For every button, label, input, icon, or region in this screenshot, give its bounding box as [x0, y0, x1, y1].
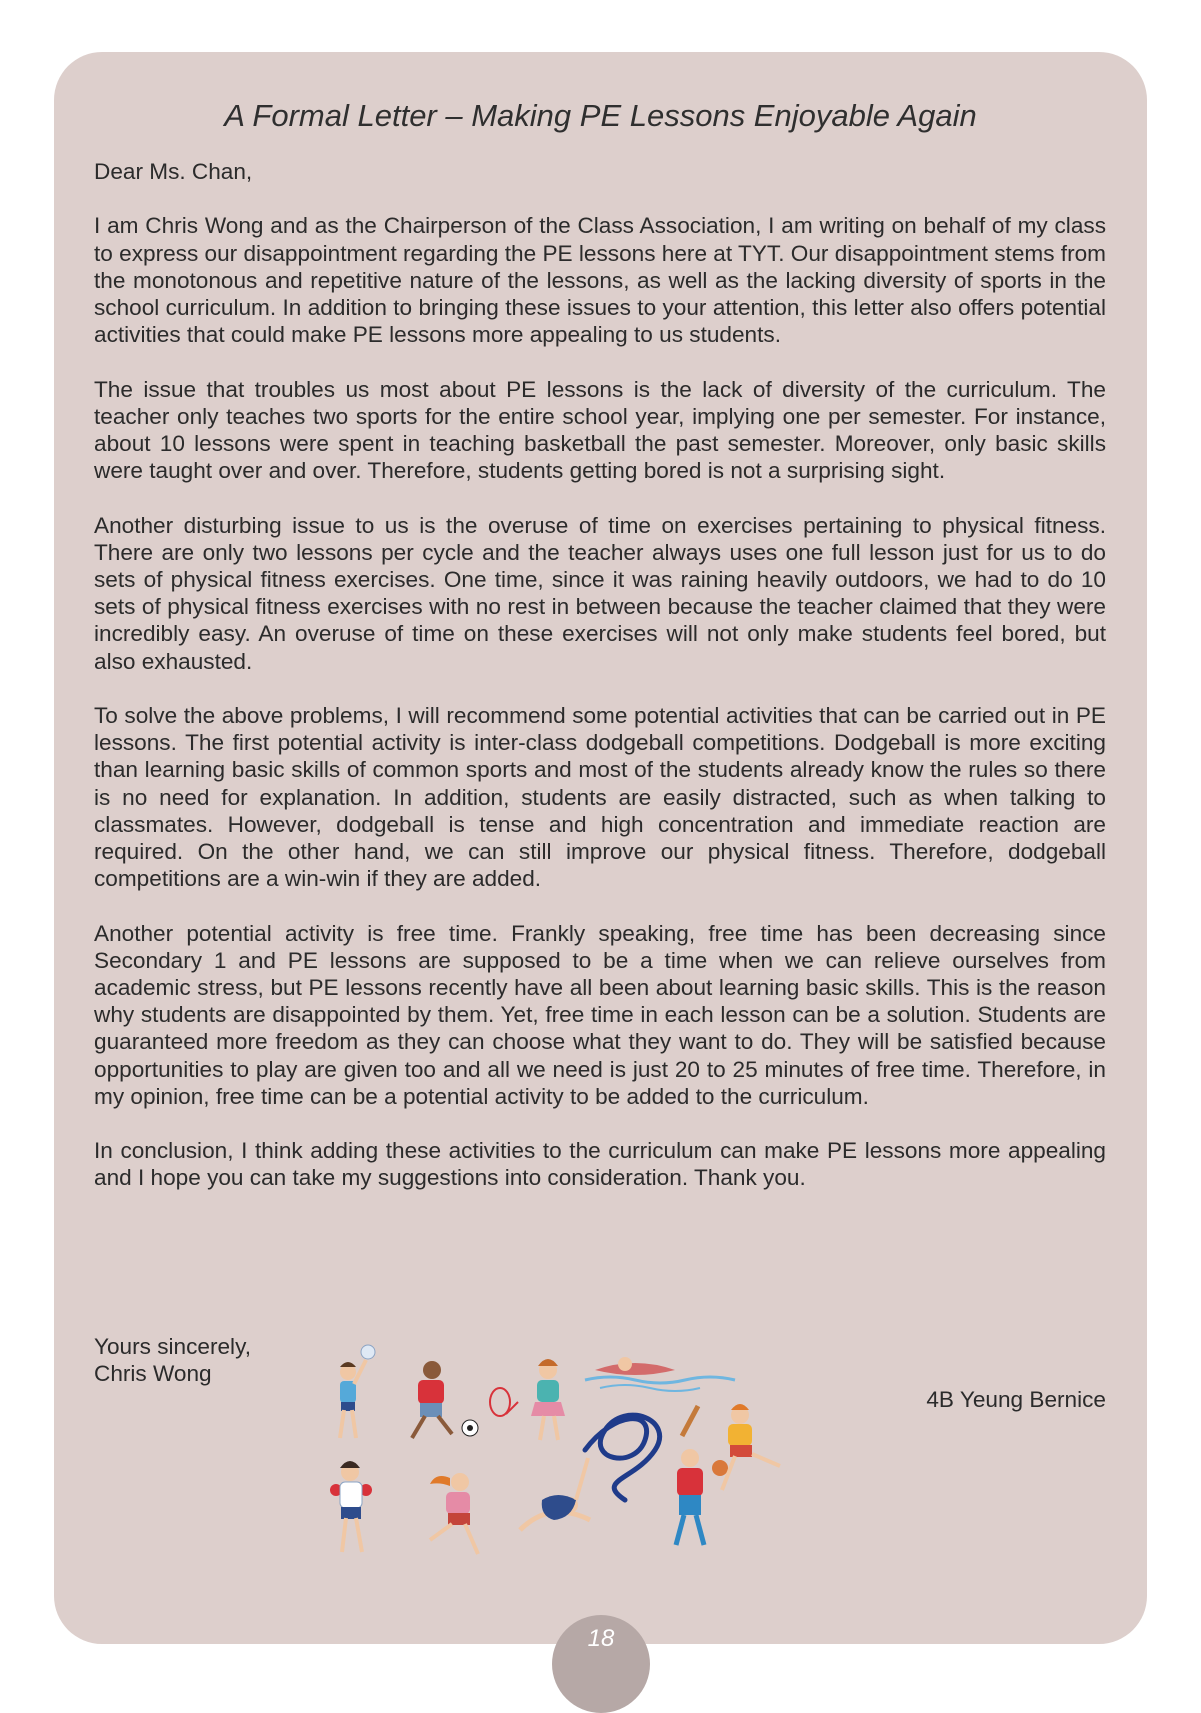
paragraph-dodgeball: To solve the above problems, I will recommend some potential activities that can be carried out in PE lessons. The first potential activity is inter-class dodgeball competitions. Dodgeball is more exciting than learning basic skills of common sports and most of the students already know the rules so there is no need for explanation. In addition, students are easily distracted, such as when talking to classmates. However, dodgeball is tense and high concentration and immediate reaction are required. On the other hand, we can still improve our physical fitness. Therefore, dodgeball competitions are a win-win if they are added.: [94, 703, 1106, 892]
ribbon-figure: [585, 1415, 660, 1500]
swimmer-figure: [585, 1357, 735, 1391]
signature-name: Chris Wong: [94, 1361, 212, 1387]
letter-body: [94, 158, 1106, 1219]
closing-phrase: Yours sincerely,: [94, 1334, 251, 1359]
baseball-kid-figure: [676, 1406, 704, 1545]
basketball-kid-figure: [712, 1404, 780, 1490]
paragraph-intro: I am Chris Wong and as the Chairperson of the Class Association, I am writing on behalf of my class to express our disappointment regarding the PE lessons here at TYT. Our disappointment stems from the monotonous and repetitive nature of the lessons, as well as the lacking diversity of sports in the school curriculum. In addition to bringing these issues to your attention, this letter also offers potential activities that could make PE lessons more appealing to us students.: [94, 213, 1106, 348]
letter-title: A Formal Letter – Making PE Lessons Enjoyable Again: [224, 98, 977, 133]
author-credit: 4B Yeung Bernice: [926, 1387, 1106, 1412]
page-number-badge: [552, 1615, 650, 1713]
running-girl-figure: [430, 1473, 478, 1554]
paragraph-fitness: Another disturbing issue to us is the overuse of time on exercises pertaining to physical fitness. There are only two lessons per cycle and the teacher always uses one full lesson just for us to do sets of physical fitness exercises. One time, since it was raining heavily outdoors, we had to do 10 sets of physical fitness exercises with no rest in between because the teacher claimed that they were incredibly easy. An overuse of time on these exercises will not only make students feel bored, but also exhausted.: [94, 512, 1106, 674]
tennis-girl-figure: [490, 1359, 565, 1440]
paragraph-free-time: Another potential activity is free time. Frankly speaking, free time has been decreasing since Secondary 1 and PE lessons are supposed to be a time when we can relieve ourselves from academic stress, but PE lessons recently have all been about learning basic skills. This is the reason why students are disappointed by them. Yet, free time in each lesson can be a solution. Students are guaranteed more freedom as they can choose what they want to do. They will be satisfied because opportunities to play are given too and all we need is just 20 to 25 minutes of free time. Therefore, in my opinion, free time can be a potential activity to be added to the curriculum.: [94, 920, 1106, 1109]
sports-kids-illustration: [320, 1340, 865, 1590]
page-number: 18: [587, 1625, 615, 1652]
volleyball-kid-figure: [340, 1345, 375, 1438]
salutation: Dear Ms. Chan,: [94, 159, 253, 184]
paragraph-conclusion: In conclusion, I think adding these activities to the curriculum can make PE lessons more appealing and I hope you can take my suggestions into consideration. Thank you.: [94, 1138, 1106, 1191]
gymnast-figure: [520, 1458, 590, 1530]
letter-closing: [94, 1333, 251, 1387]
boxing-girl-figure: [330, 1461, 372, 1552]
paragraph-diversity: The issue that troubles us most about PE lessons is the lack of diversity of the curriculum. The teacher only teaches two sports for the entire school year, implying one per semester. For instance, about 10 lessons were spent in teaching basketball the past semester. Moreover, only basic skills were taught over and over. Therefore, students getting bored is not a surprising sight.: [94, 376, 1106, 484]
soccer-kid-figure: [412, 1361, 478, 1438]
